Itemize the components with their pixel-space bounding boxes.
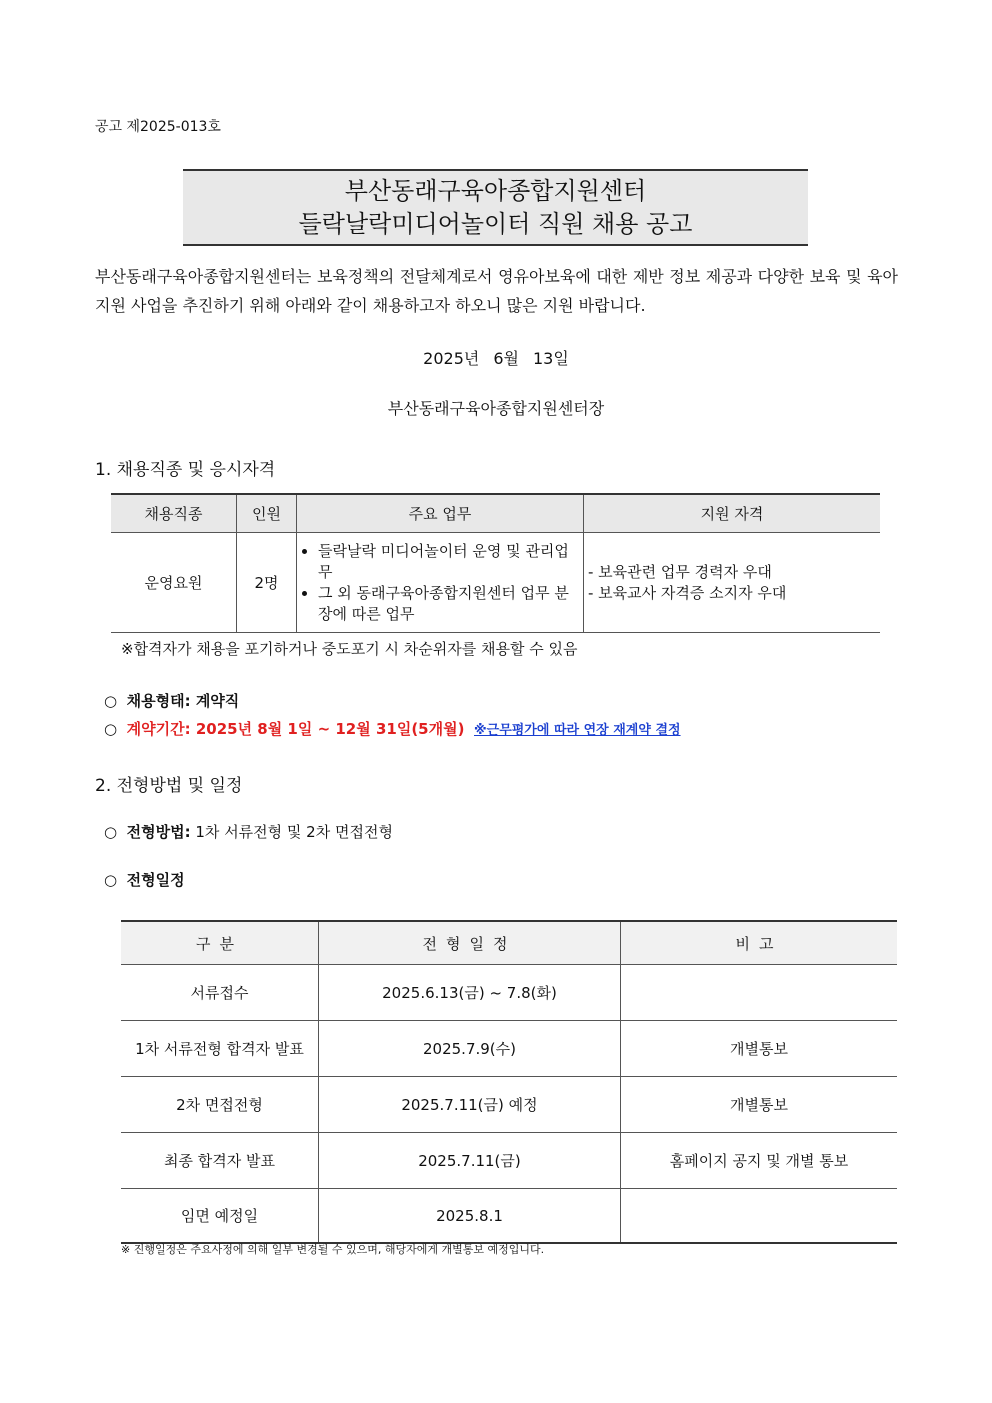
selection-method-label: 전형방법:	[126, 823, 191, 841]
section2-heading: 2. 전형방법 및 일정	[95, 776, 243, 796]
schedule-date: 2025.7.9(수)	[319, 1021, 621, 1077]
schedule-table	[121, 920, 897, 1244]
schedule-date: 2025.6.13(금) ~ 7.8(화)	[319, 965, 621, 1021]
job-table-header: 주요 업무	[297, 494, 584, 533]
issuer: 부산동래구육아종합지원센터장	[387, 399, 605, 418]
title-box	[183, 169, 808, 246]
schedule-remark	[621, 965, 898, 1021]
qualification-item: - 보육관련 업무 경력자 우대	[588, 562, 772, 581]
replacement-note: ※합격자가 채용을 포기하거나 중도포기 시 차순위자를 채용할 수 있음	[121, 640, 578, 658]
date-day: 13일	[533, 349, 569, 368]
circle-bullet-icon: ○	[104, 692, 118, 710]
job-table-header: 채용직종	[111, 494, 237, 533]
job-title: 운영요원	[111, 533, 237, 633]
duty-item: • 그 외 동래구육아종합지원센터 업무 분장에 따른 업무	[318, 583, 582, 625]
schedule-stage: 2차 면접전형	[121, 1077, 319, 1133]
duties-cell	[297, 533, 584, 633]
employment-type-label: 채용형태: 계약직	[126, 692, 240, 710]
duty-item: • 들락날락 미디어놀이터 운영 및 관리업무	[318, 541, 582, 583]
title-line-2: 들락날락미디어놀이터 직원 채용 공고	[298, 209, 693, 238]
schedule-note: ※ 진행일정은 주요사정에 의해 일부 변경될 수 있으며, 해당자에게 개별통보 예정입니다.	[121, 1243, 545, 1256]
schedule-stage: 최종 합격자 발표	[121, 1133, 319, 1189]
qualifications-cell	[584, 533, 881, 633]
schedule-table-header: 전형일정	[319, 921, 621, 965]
table-row	[121, 1189, 897, 1244]
table-row	[121, 965, 897, 1021]
schedule-stage: 임면 예정일	[121, 1189, 319, 1244]
schedule-stage: 서류접수	[121, 965, 319, 1021]
schedule-remark	[621, 1189, 898, 1244]
schedule-table-header: 비고	[621, 921, 898, 965]
selection-method-value: 1차 서류전형 및 2차 면접전형	[195, 823, 393, 841]
contract-renewal-remark: ※근무평가에 따라 연장 재계약 결정	[474, 723, 681, 738]
circle-bullet-icon: ○	[104, 823, 118, 841]
table-row	[121, 1021, 897, 1077]
announcement-date	[0, 346, 992, 369]
contract-period	[104, 718, 681, 739]
contract-period-label: 계약기간: 2025년 8월 1일 ~ 12월 31일(5개월)	[126, 720, 465, 738]
table-row	[121, 1077, 897, 1133]
schedule-remark: 개별통보	[621, 1021, 898, 1077]
selection-schedule-label: 전형일정	[126, 871, 185, 889]
schedule-remark: 홈페이지 공지 및 개별 통보	[621, 1133, 898, 1189]
section1-heading: 1. 채용직종 및 응시자격	[95, 460, 276, 480]
schedule-remark: 개별통보	[621, 1077, 898, 1133]
schedule-date: 2025.7.11(금)	[319, 1133, 621, 1189]
selection-method	[104, 821, 393, 842]
table-row	[121, 1133, 897, 1189]
schedule-date: 2025.7.11(금) 예정	[319, 1077, 621, 1133]
date-month: 6월	[493, 349, 519, 368]
intro-paragraph: 부산동래구육아종합지원센터는 보육정책의 전달체계로서 영유아보육에 대한 제반 정보 제공과 다양한 보육 및 육아지원 사업을 추진하기 위해 아래와 같이 채용하고자 하오니 많은 지원 바랍니다.	[95, 267, 898, 315]
date-year: 2025년	[423, 349, 480, 368]
job-table	[111, 493, 880, 633]
headcount: 2명	[237, 533, 297, 633]
schedule-stage: 1차 서류전형 합격자 발표	[121, 1021, 319, 1077]
circle-bullet-icon: ○	[104, 720, 118, 738]
notice-number: 공고 제2025-013호	[95, 119, 221, 135]
circle-bullet-icon: ○	[104, 871, 118, 889]
title-line-1: 부산동래구육아종합지원센터	[344, 176, 647, 205]
table-row	[111, 533, 880, 633]
qualification-item: - 보육교사 자격증 소지자 우대	[588, 583, 787, 602]
job-table-header: 지원 자격	[584, 494, 881, 533]
selection-schedule	[104, 869, 185, 890]
schedule-date: 2025.8.1	[319, 1189, 621, 1244]
employment-type	[104, 690, 239, 711]
schedule-table-header: 구분	[121, 921, 319, 965]
job-table-header: 인원	[237, 494, 297, 533]
